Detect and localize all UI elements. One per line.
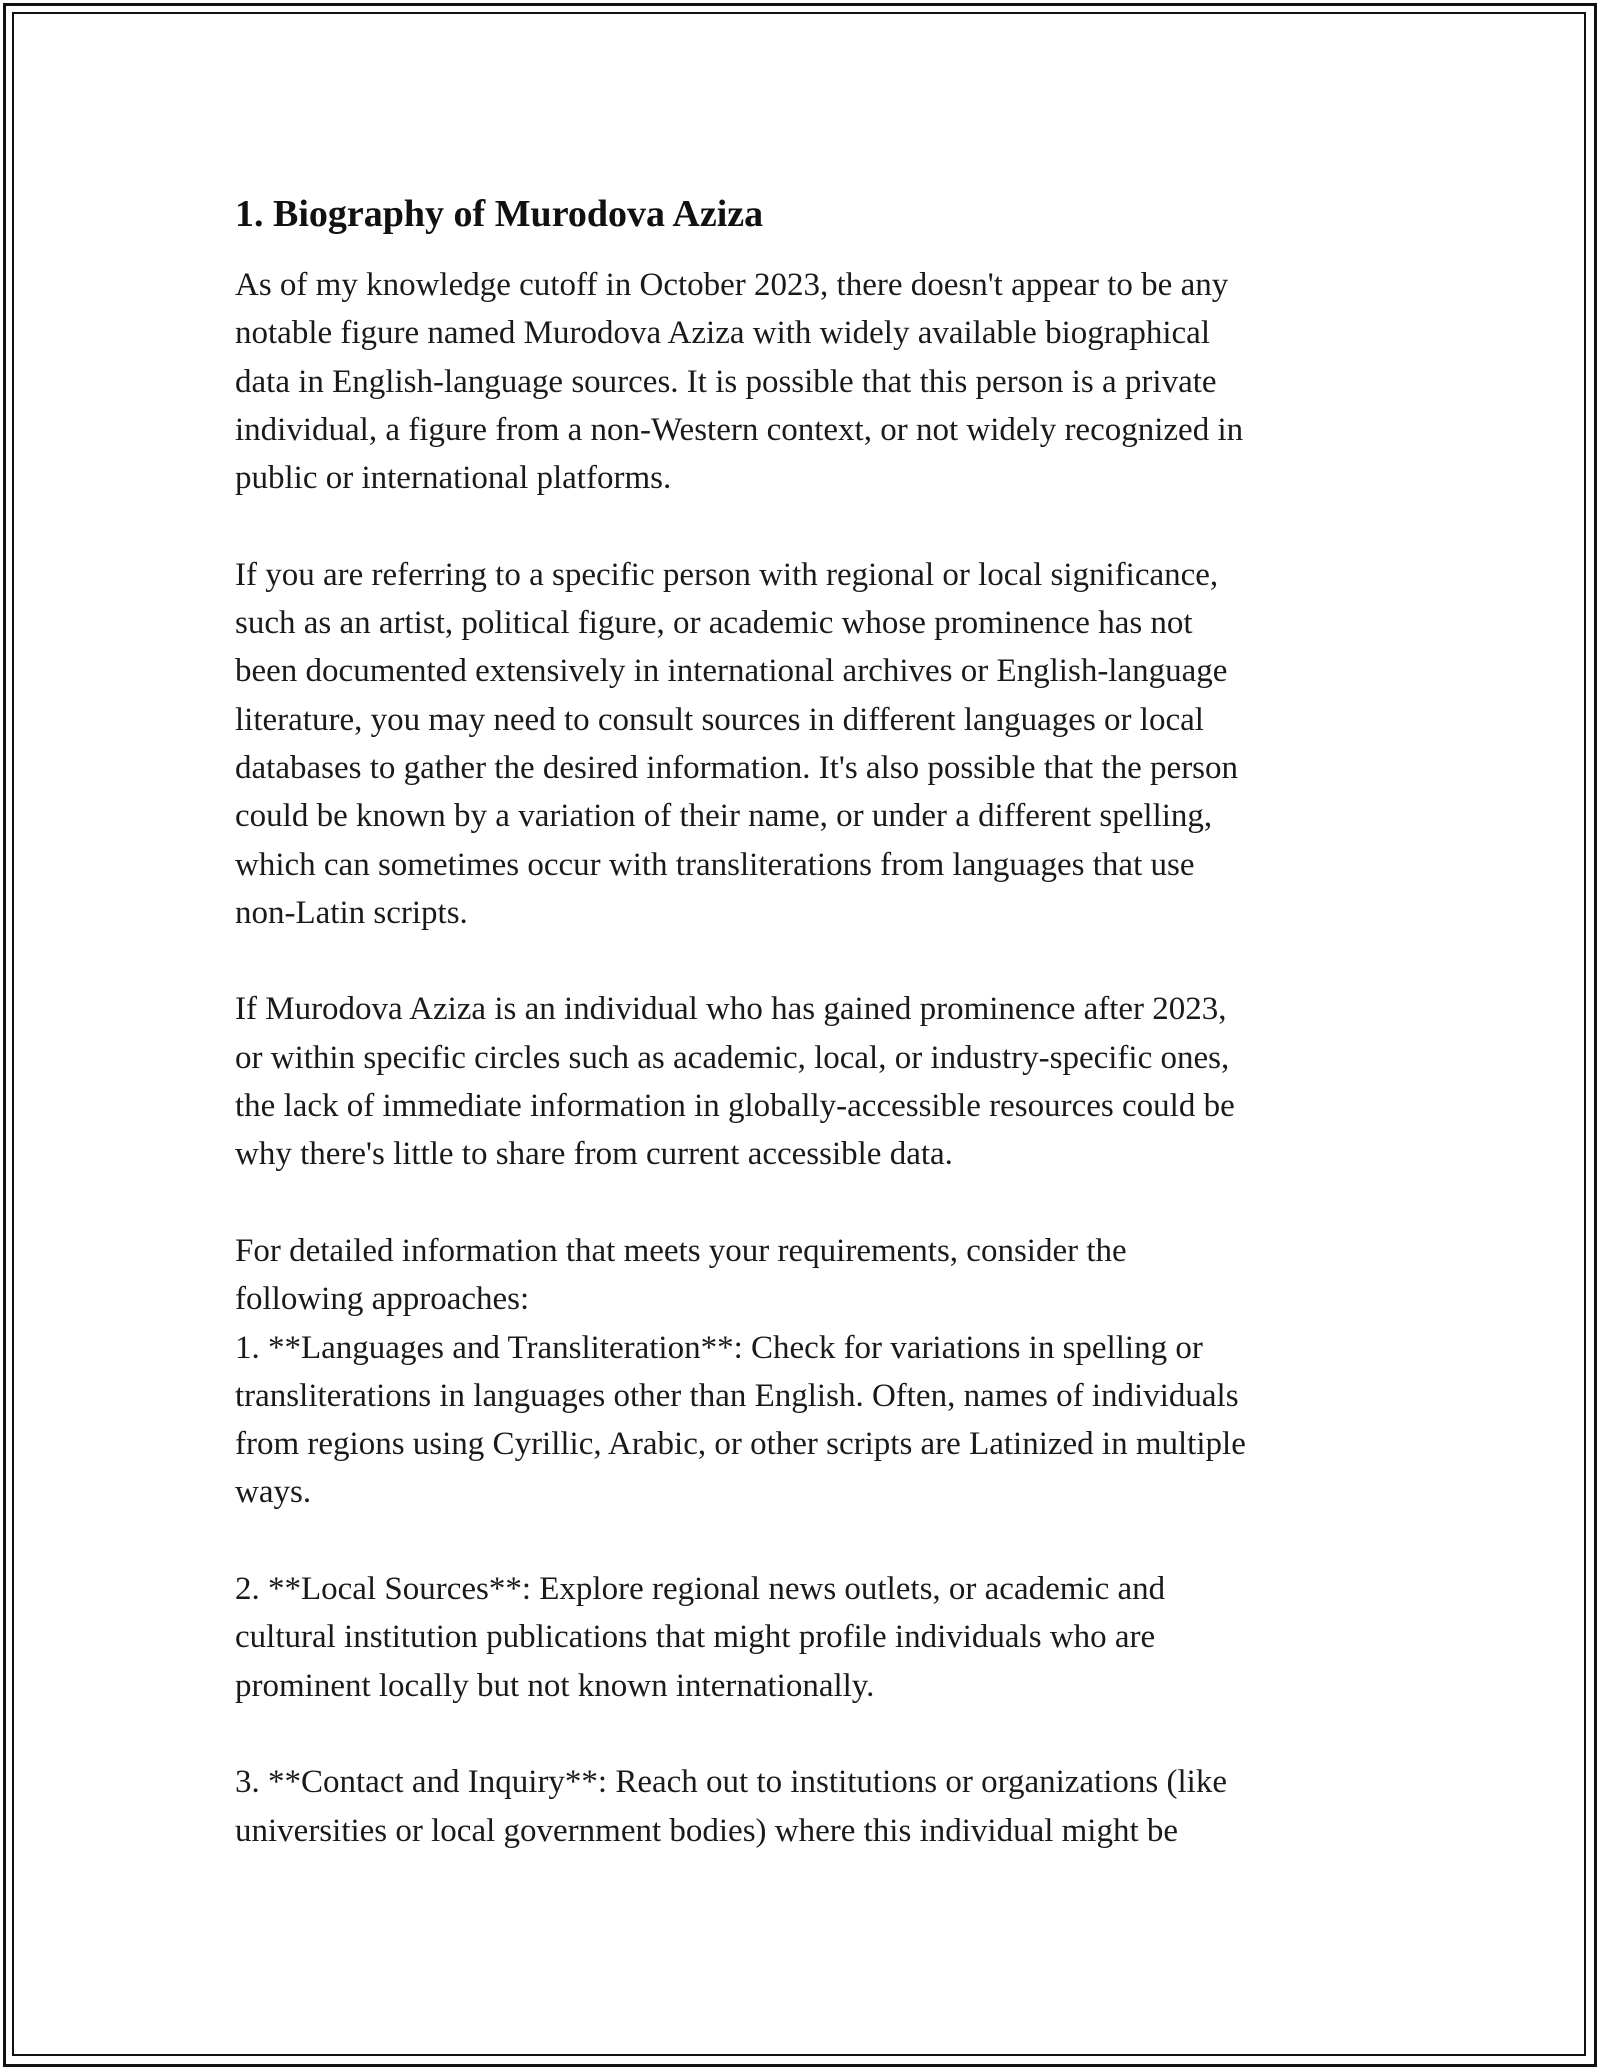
paragraph-spacer <box>235 1179 1370 1227</box>
paragraph-recent-prominence: If Murodova Aziza is an individual who has gained prominence after 2023, or within specific circles such as academic, local, or industry-specific ones, the lack of immediate information in globally-accessible resources could be why there's little to share from current accessible data. <box>235 991 1235 1173</box>
list-item-local-sources: 2. **Local Sources**: Explore regional news outlets, or academic and cultural institution publications that might profile individuals who are prominent locally but not known internationally. <box>235 1571 1166 1704</box>
paragraph-spacer <box>235 937 1370 985</box>
document-heading: 1. Biography of Murodova Aziza <box>235 193 764 235</box>
paragraph-approaches: For detailed information that meets your requirements, consider the following approaches: 1. **Languages and Transliteration**: Check for variations in spelling or transliterations in languages other than English. Often, names of individuals from regions using Cyrillic, Arabic, or other scripts are Latinized in multiple ways. <box>235 1232 1246 1511</box>
paragraph-regional-significance: If you are referring to a specific person with regional or local significance, such as an artist, political figure, or academic whose prominence has not been documented extensively in international archives or English-language literature, you may need to consult sources in different languages or local databases to gather the desired information. It's also possible that the person could be known by a variation of their name, or under a different spelling, which can sometimes occur with transliterations from languages that use non-Latin scripts. <box>235 556 1239 931</box>
paragraph-spacer <box>235 1517 1370 1565</box>
paragraph-spacer <box>235 502 1370 550</box>
paragraph-spacer <box>235 1710 1370 1758</box>
document-body <box>235 185 1370 1855</box>
paragraph-knowledge-cutoff: As of my knowledge cutoff in October 2023, there doesn't appear to be any notable figure named Murodova Aziza with widely available biographical data in English-language sources. It is possible that this person is a private individual, a figure from a non-Western context, or not widely recognized in public or international platforms. <box>235 267 1244 497</box>
list-item-contact-inquiry: 3. **Contact and Inquiry**: Reach out to institutions or organizations (like universities or local government bodies) where this individual might be <box>235 1764 1227 1849</box>
